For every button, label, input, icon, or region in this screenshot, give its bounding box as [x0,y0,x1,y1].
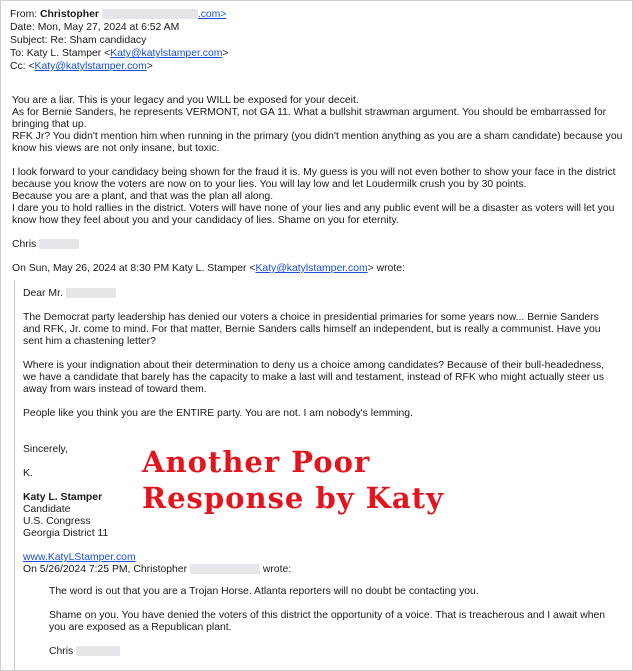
overlay-caption-line2: Response by Katy [142,481,444,515]
from-email-suffix[interactable]: .com> [197,9,227,20]
website-link[interactable]: www.KatyLStamper.com [23,552,136,563]
nested-quote [49,586,609,658]
to-suffix: > [222,48,229,59]
to-row [10,47,228,60]
quoted-paragraph: Where is your indignation about their determination to deny us a choice among candidates? Because of their bull-headedness, we have a candidate that barely has the capacity to make a last will and testament, instead of RFK who might actually steer us away from wars instead of toward them. [23,360,605,395]
from-label: From: [10,9,38,20]
reply-paragraph: Because you are a plant, and that was the plan all along. [12,191,274,202]
reply-signature: Chris [12,239,624,251]
overlay-caption-line1: Another Poor [142,445,371,479]
cc-suffix: > [146,61,153,72]
quoted-greeting: Dear Mr. [23,288,613,300]
nested-signature: Chris [49,646,609,658]
cc-email-link[interactable]: Katy@katylstamper.com [34,61,147,72]
signature-title: Candidate [23,504,71,515]
to-email-link[interactable]: Katy@katylstamper.com [110,48,223,59]
initial-text: K. [23,468,33,479]
nested-paragraph: Shame on you. You have denied the voters of this district the opportunity of a voice. That is treacherous and I await when you are exposed as a Republican plant. [49,610,606,633]
signature-office: U.S. Congress [23,516,91,527]
cc-row [10,60,228,73]
attribution-email-link[interactable]: Katy@katylstamper.com [255,263,368,274]
redacted-block [102,9,198,19]
signature-name: Katy L. Stamper [23,492,103,503]
reply-paragraph: RFK Jr? You didn't mention him when running in the primary (you didn't mention anything as you are a sham candidate) because you know his views are not only insane, but toxic. [12,131,623,154]
quoted-paragraph: People like you think you are the ENTIRE party. You are not. I am nobody's lemming. [23,408,413,419]
quoted-paragraph: The Democrat party leadership has denied our voters a choice in presidential primaries for some years now... Bernie Sanders and RFK, Jr. come to mind. For that matter, Bernie Sanders calls himself an independent, but is really a communist. Have you sent him a chastening letter? [23,312,601,347]
email-header [10,8,228,73]
from-name: Christopher [40,9,99,20]
reply-paragraph: As for Bernie Sanders, he represents VERMONT, not GA 11. What a bullshit strawman argument. You should be embarrassed for bringing that up. [12,107,607,130]
date-row: Date: Mon, May 27, 2024 at 6:52 AM [10,22,180,33]
reply-paragraph: I dare you to hold rallies in the district. Voters will have none of your lies and any public event will be a disaster as voters will let you know how they feel about you and your candidacy of lies. Shame on you for eternity. [12,203,615,226]
sincerely-text: Sincerely, [23,444,68,455]
cc-prefix: Cc: < [10,61,35,72]
nested-attribution: On 5/26/2024 7:25 PM, Christopher wrote: [23,564,292,575]
subject-row: Subject: Re: Sham candidacy [10,35,147,46]
reply-paragraph: You are a liar. This is your legacy and you WILL be exposed for your deceit. [12,95,359,106]
signature-district: Georgia District 11 [23,528,109,539]
reply-paragraph: I look forward to your candidacy being shown for the fraud it is. My guess is you will not even bother to show your face in the district because you know the voters are now on to your lies. You will lay low and let Loudermilk crush you by 30 points. [12,167,616,190]
to-prefix: To: Katy L. Stamper < [10,48,111,59]
from-row [10,8,228,21]
reply-body [12,95,624,275]
quote-attribution: On Sun, May 26, 2024 at 8:30 PM Katy L. Stamper <Katy@katylstamper.com> wrote: [12,263,405,274]
nested-paragraph: The word is out that you are a Trojan Horse. Atlanta reporters will no doubt be contacting you. [49,586,479,597]
